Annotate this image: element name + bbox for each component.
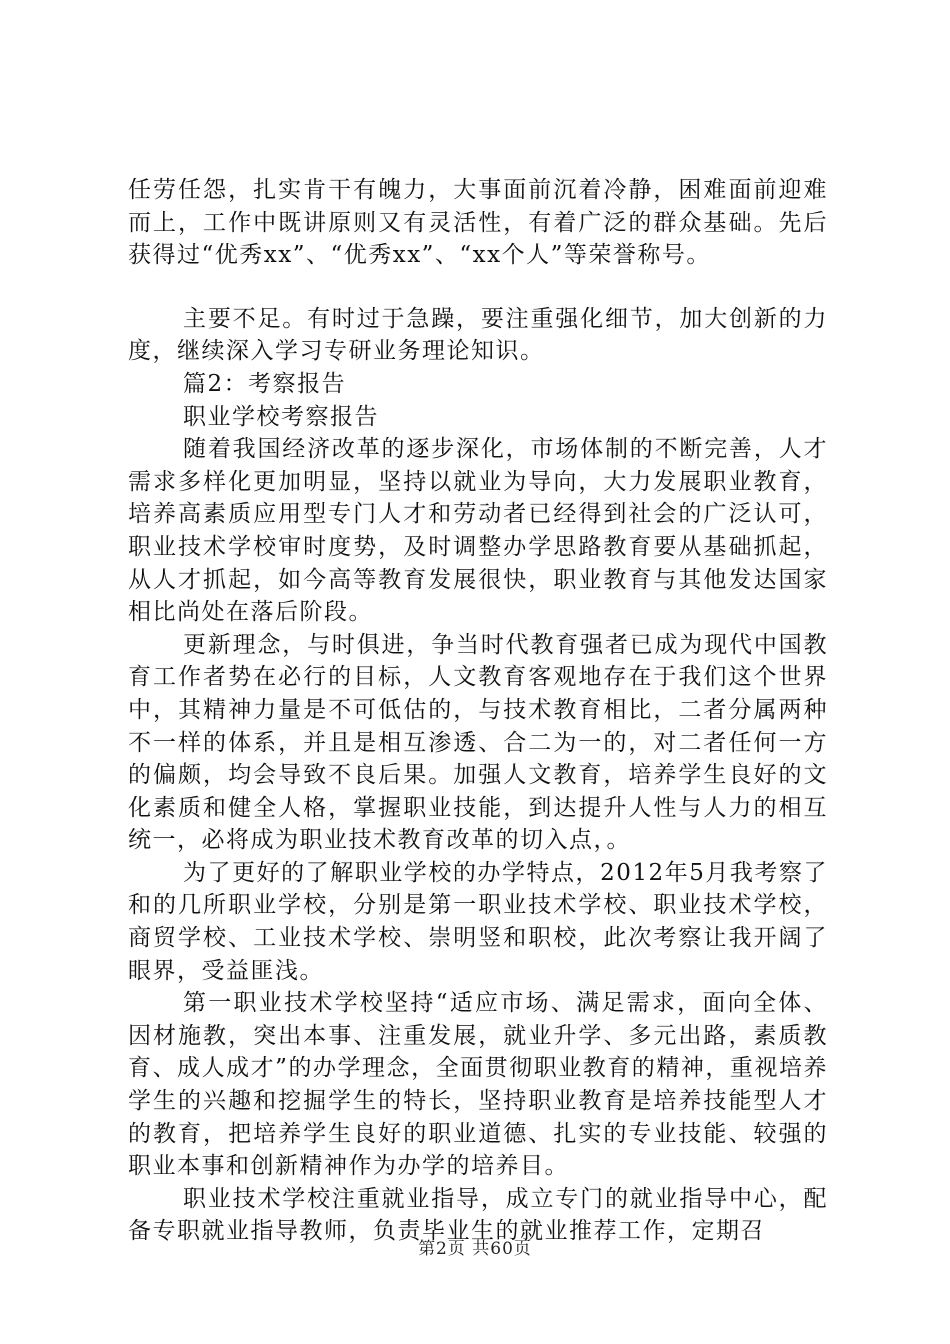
- paragraph-intro: 随着我国经济改革的逐步深化，市场体制的不断完善，人才需求多样化更加明显，坚持以就业为导向，大力发展职业教育，培养高素质应用型专门人才和劳动者已经得到社会的广泛认可，职业技术学校审时度势，及时调整办学思路教育要从基础抓起，从人才抓起，如今高等教育发展很快，职业教育与其他发达国家相比尚处在落后阶段。: [128, 436, 828, 626]
- paragraph-gap: [128, 272, 828, 303]
- paragraph-visit: 为了更好的了解职业学校的办学特点，2012年5月我考察了和的几所职业学校，分别是第一职业技术学校、职业技术学校，商贸学校、工业技术学校、崇明竖和职校，此次考察让我开阔了眼界，受益匪浅。: [128, 859, 828, 984]
- report-title: 职业学校考察报告: [183, 403, 379, 430]
- page-footer: 第2页 共60页: [418, 1239, 532, 1259]
- paragraph-humanities: 更新理念，与时俱进，争当时代教育强者已成为现代中国教育工作者势在必行的目标，人文教育客观地存在于我们这个世界中，其精神力量是不可低估的，与技术教育相比，二者分属两种不一样的体系，并且是相互渗透、合二为一的，对二者任何一方的偏颇，均会导致不良后果。加强人文教育，培养学生良好的文化素质和健全人格，掌握职业技能，到达提升人性与人力的相互统一，必将成为职业技术教育改革的切入点，。: [128, 631, 828, 854]
- document-body: [128, 174, 828, 1248]
- section-heading: 篇2：考察报告: [183, 370, 347, 397]
- paragraph-employment: 职业技术学校注重就业指导，成立专门的就业指导中心，配备专职就业指导教师，负责毕业生的就业推荐工作，定期召: [128, 1185, 828, 1245]
- paragraph-shortcomings: 主要不足。有时过于急躁，要注重强化细节，加大创新的力度，继续深入学习专研业务理论知识。: [128, 305, 828, 365]
- paragraph-first-school: 第一职业技术学校坚持“适应市场、满足需求，面向全体、因材施教，突出本事、注重发展，就业升学、多元出路，素质教育、成人成才”的办学理念，全面贯彻职业教育的精神，重视培养学生的兴趣和挖掘学生的特长，坚持职业教育是培养技能型人才的教育，把培养学生良好的职业道德、扎实的专业技能、较强的职业本事和创新精神作为办学的培养目。: [128, 990, 828, 1180]
- paragraph-honors: 任劳任怨，扎实肯干有魄力，大事面前沉着冷静，困难面前迎难而上，工作中既讲原则又有灵活性，有着广泛的群众基础。先后获得过“优秀xx”、“优秀xx”、“xx个人”等荣誉称号。: [128, 177, 828, 269]
